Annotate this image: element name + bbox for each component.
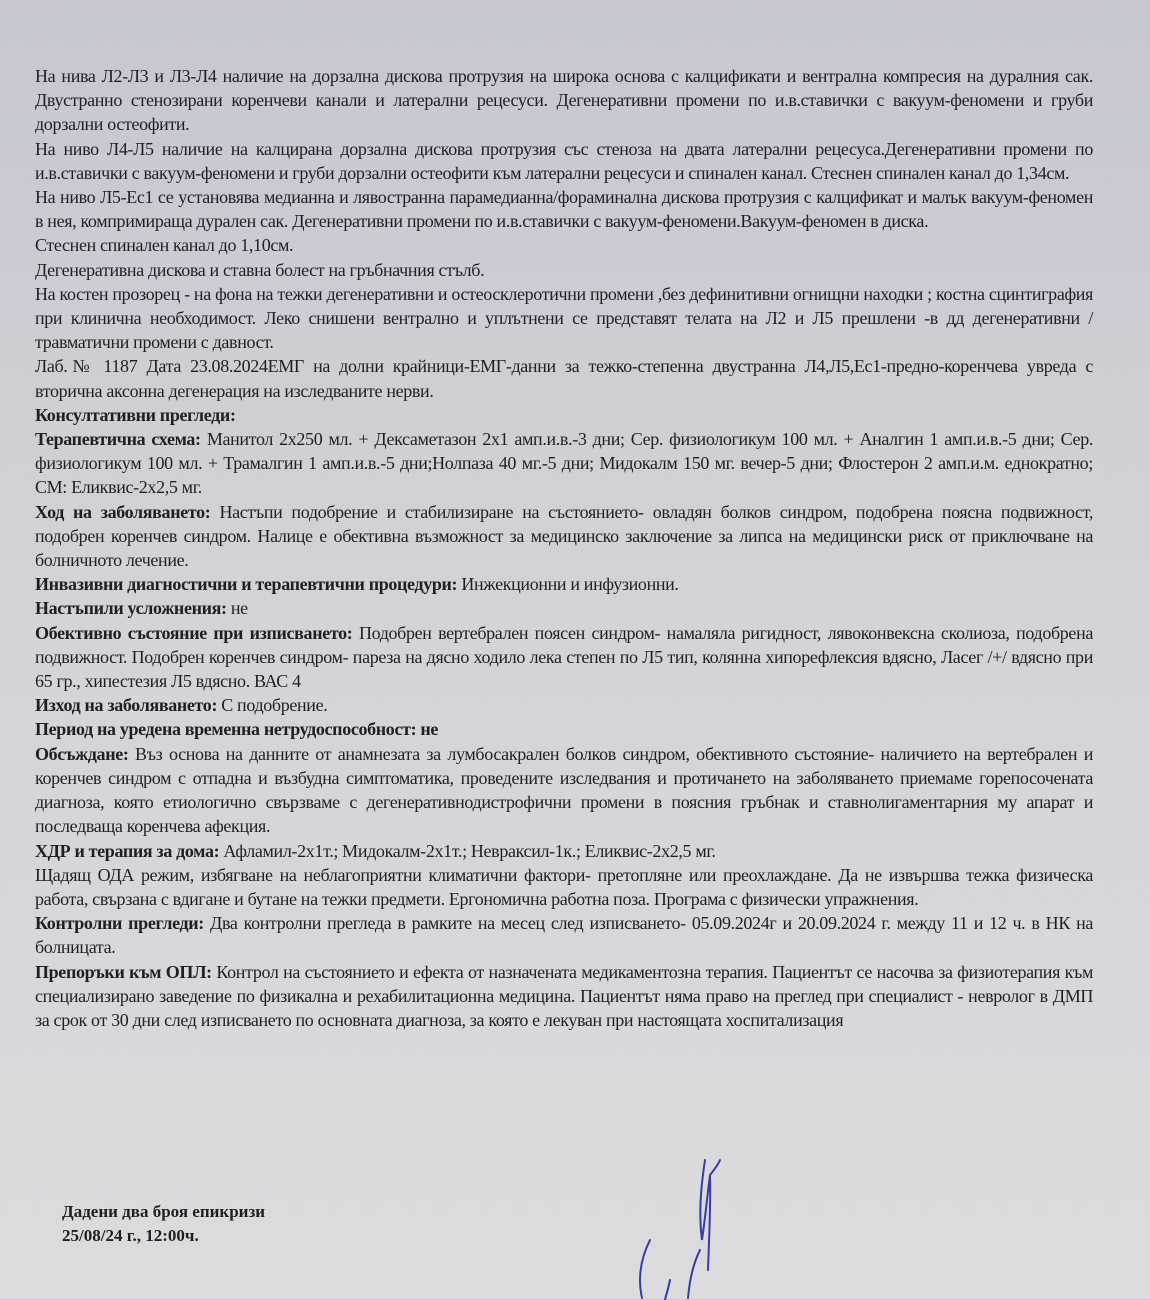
paragraph — [35, 403, 1093, 427]
section-label: Изход на заболяването: — [35, 695, 218, 716]
paragraph — [35, 64, 1093, 137]
paragraph-text: Щадящ ОДА режим, избягване на неблагоприятни климатични фактори- претопляне или преохлаждане. Да не извършва тежка физическа работа, свързана с вдигане и бутане на тежки предмети. Ергономична работна поза. Програма с физически упражнения. — [35, 864, 1093, 909]
section-label: Настъпили усложнения: — [35, 598, 227, 619]
section-label: Препоръки към ОПЛ: — [35, 961, 212, 982]
paragraph-text: На ниво Л4-Л5 наличие на калцирана дорзална дискова протрузия със стеноза на двата латерални рецесуса.Дегенеративни промени по и.в.ставички с вакуум-феномени и груби дорзални остеофити към латерални рецесуси и спинален канал. Стеснен спинален канал до 1,34см. — [35, 138, 1093, 183]
paragraph-text: Дегенеративна дискова и ставна болест на гръбначния стълб. — [35, 259, 485, 280]
section-label: Терапевтична схема: — [35, 429, 201, 450]
section-label: Консултативни прегледи: — [35, 404, 236, 425]
paragraph-text: На нива Л2-Л3 и Л3-Л4 наличие на дорзална дискова протрузия на широка основа с калцификати и вентрална компресия на дуралния сак. Двустранно стенозирани коренчеви канали и латерални рецесуси. Дегенеративни промени по и.в.ставички с вакуум-феномени и груби дорзални остеофити. — [35, 66, 1093, 135]
paragraph — [35, 137, 1093, 185]
discharge-summary-body — [35, 64, 1093, 1032]
paragraph — [35, 258, 1093, 282]
footer-copies-note: Дадени два броя епикризи — [62, 1202, 266, 1221]
paragraph — [35, 911, 1093, 959]
paragraph — [35, 427, 1093, 500]
paragraph-text: На ниво Л5-Ес1 се установява медианна и лявостранна парамедианна/фораминална дискова протрузия с калцификат и малък вакуум-феномен в нея, компримираща дурален сак. Дегенеративни промени по и.в.ставички с вакуум-феномени.Вакуум-феномен в диска. — [35, 187, 1093, 232]
paragraph — [35, 572, 1093, 596]
paragraph — [35, 185, 1093, 233]
paragraph-text: Подобрен вертебрален поясен синдром- намаляла ригидност, лявоконвексна сколиоза, подобрена подвижност. Подобрен коренчев синдром- пареза на дясно ходило лека степен по Л5 тип, колянна хипорефлексия вдясно, Ласег /+/ вдясно при 65 гр., хипестезия Л5 вдясно. ВАС 4 — [35, 622, 1093, 692]
paragraph-text: С подобрение. — [217, 695, 328, 716]
paragraph — [35, 500, 1093, 573]
paragraph — [35, 717, 1093, 741]
paragraph — [35, 863, 1093, 911]
section-label: ХДР и терапия за дома: — [35, 840, 220, 861]
footer-date-time: 25/08/24 г., 12:00ч. — [62, 1226, 199, 1245]
paragraph-text: Лаб.№ 1187 Дата 23.08.2024ЕМГ на долни крайници-ЕМГ-данни за тежко-степенна двустранна Л4,Л5,Ес1-предно-коренчева увреда с вторична аксонна дегенерация на изследваните нерви. — [35, 356, 1093, 401]
paragraph-text: На костен прозорец - на фона на тежки дегенеративни и остеосклеротични промени ,без дефинитивни огнищни находки ; костна сцинтиграфия при клинична необходимост. Леко снишени вентрално и уплътнени се представят телата на Л2 и Л5 прешлени -в дд дегенеративни /травматични промени с давност. — [35, 283, 1093, 353]
paragraph — [35, 282, 1093, 355]
paragraph-text: Настъпи подобрение и стабилизиране на състоянието- овладян болков синдром, подобрена поясна подвижност, подобрен коренчев синдром. Налице е обективна възможност за медицинско заключение за липса на медицински риск от приключване на болничното лечение. — [35, 501, 1093, 571]
paragraph — [35, 621, 1093, 694]
paragraph — [35, 596, 1093, 620]
section-label: Инвазивни диагностични и терапевтични процедури: — [35, 574, 458, 595]
section-label: Ход на заболяването: — [35, 501, 211, 522]
paragraph-text: Манитол 2х250 мл. + Дексаметазон 2х1 амп.и.в.-3 дни; Сер. физиологикум 100 мл. + Аналгин 1 амп.и.в.-5 дни; Сер. физиологикум 100 мл. + Трамалгин 1 амп.и.в.-5 дни;Нолпаза 40 мг.-5 дни; Мидокалм 150 мг. вечер-5 дни; Флостерон 2 амп.и.м. еднократно; СМ: Еликвис-2х2,5 мг. — [35, 429, 1093, 498]
paragraph — [35, 693, 1093, 717]
paragraph — [35, 839, 1093, 863]
paragraph-text: не — [226, 598, 248, 619]
paragraph-text: Въз основа на данните от анамнезата за лумбосакрален болков синдром, обективното състояние- наличието на вертебрален и коренчев синдром с отпадна и възбудна симптоматика, проведените изследвания и протичането на заболяването приемаме горепосочената диагноза, която етиологично свързваме с дегенеративнодистрофични промени в поясния гръбнак и ставнолигаментарния му апарат и последваща коренчева афекция. — [35, 743, 1093, 837]
paragraph-text: Стеснен спинален канал до 1,10см. — [35, 235, 294, 256]
section-label: Период на уредена временна нетрудоспособност: не — [35, 719, 439, 740]
section-label: Обективно състояние при изписването: — [35, 622, 353, 643]
footer — [62, 1200, 265, 1248]
paragraph-text: Афламил-2х1т.; Мидокалм-2х1т.; Невраксил-1к.; Еликвис-2х2,5 мг. — [219, 840, 716, 861]
section-label: Обсъждане: — [35, 743, 129, 764]
paragraph — [35, 742, 1093, 839]
paragraph — [35, 960, 1093, 1033]
paragraph-text: Контрол на състоянието и ефекта от назначената медикаментозна терапия. Пациентът се насочва за физиотерапия към специализирано заведение по физикална и рехабилитационна медицина. Пациентът няма право на преглед при специалист - невролог в ДМП за срок от 30 дни след изписването по основната диагноза, за която е лекуван при настоящата хоспитализация — [35, 961, 1094, 1030]
paragraph-text: Два контролни прегледа в рамките на месец след изписването- 05.09.2024г и 20.09.2024 г. между 11 и 12 ч. в НК на болницата. — [35, 913, 1093, 958]
paragraph-text: Инжекционни и инфузионни. — [457, 574, 679, 595]
paragraph — [35, 233, 1093, 257]
section-label: Контролни прегледи: — [35, 913, 204, 934]
handwritten-signature — [610, 1140, 750, 1300]
paragraph — [35, 354, 1093, 402]
